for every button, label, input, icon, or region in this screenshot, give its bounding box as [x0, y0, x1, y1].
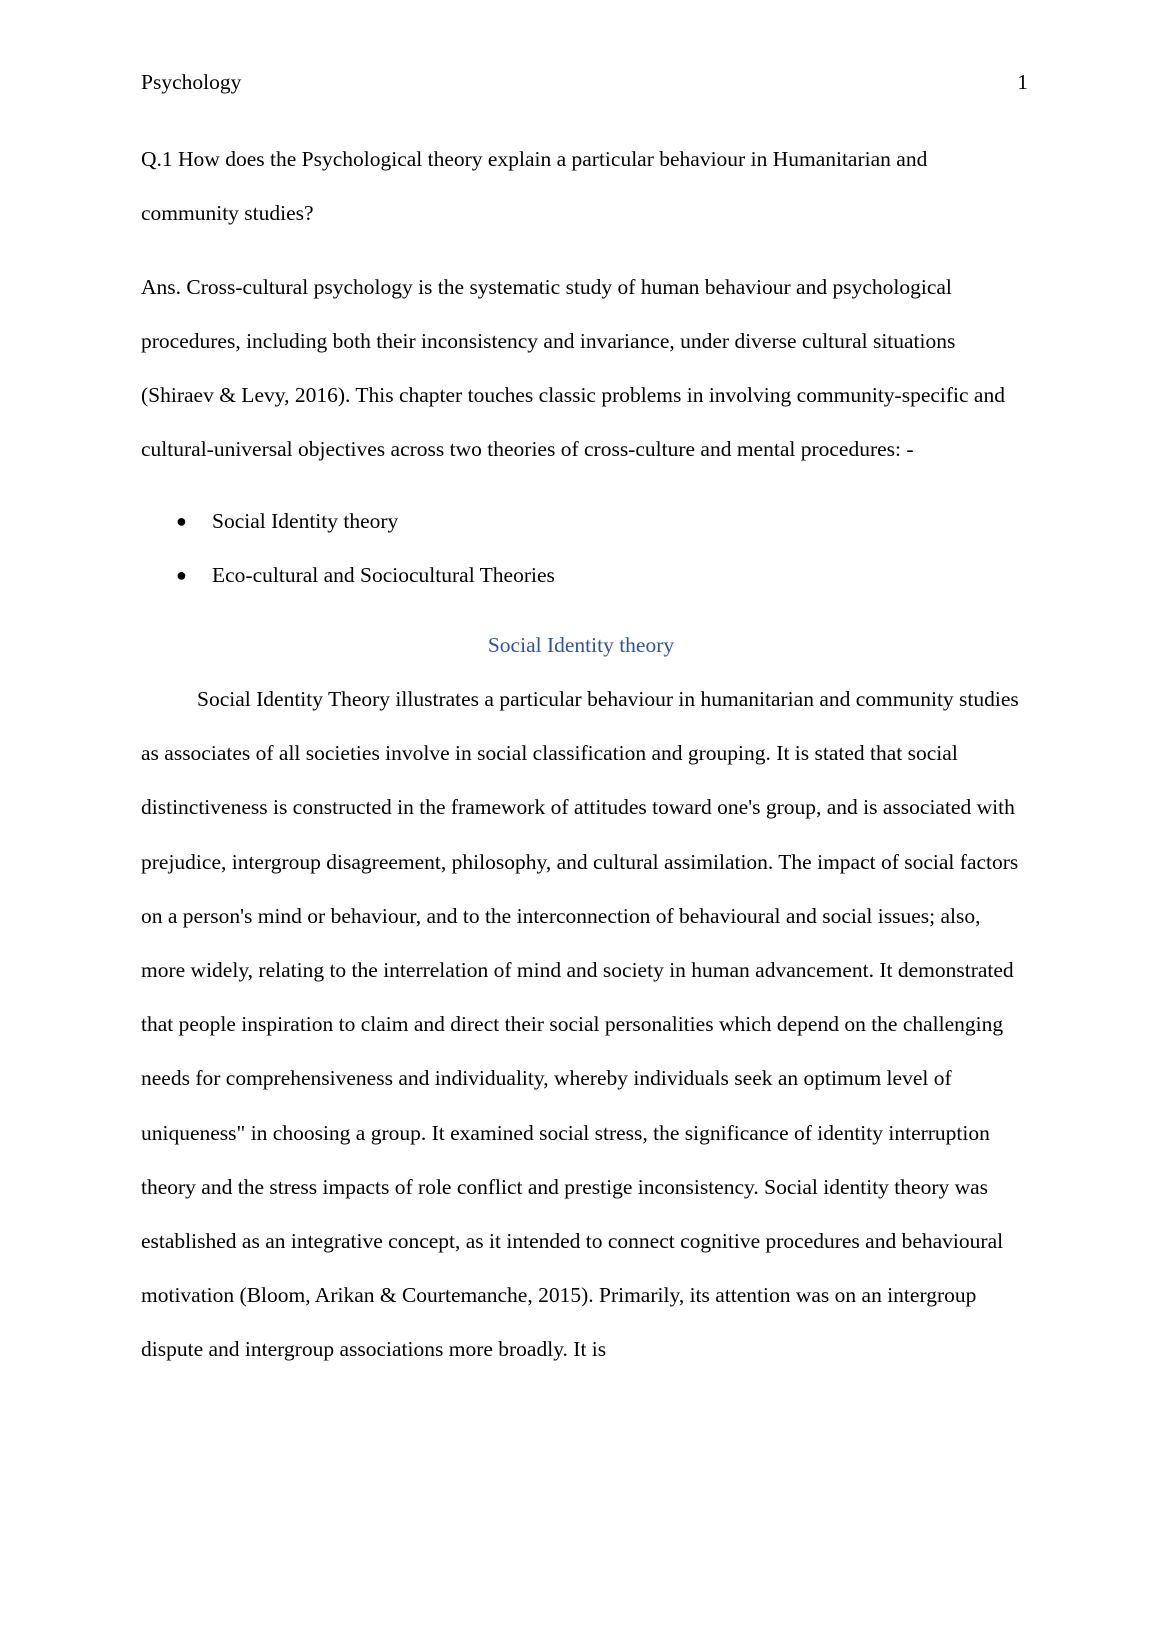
list-item-label: Social Identity theory	[212, 509, 399, 533]
answer-text: Ans. Cross-cultural psychology is the systematic study of human behaviour and psychological procedures, including both their inconsistency and invariance, under diverse cultural situations (Shiraev & Levy, 2016). This chapter touches classic problems in involving community-specific and cultural-universal objectives across two theories of cross-culture and mental procedures: -	[141, 275, 1005, 461]
section-paragraph: Social Identity Theory illustrates a particular behaviour in humanitarian and community studies as associates of all societies involve in social classification and grouping. It is stated that social distinctiveness is constructed in the framework of attitudes toward one's group, and is associated with prejudice, intergroup disagreement, philosophy, and cultural assimilation. The impact of social factors on a person's mind or behaviour, and to the interconnection of behavioural and social issues; also, more widely, relating to the interrelation of mind and society in human advancement. It demonstrated that people inspiration to claim and direct their social personalities which depend on the challenging needs for comprehensiveness and individuality, whereby individuals seek an optimum level of uniqueness" in choosing a group. It examined social stress, the significance of identity interruption theory and the stress impacts of role conflict and prestige inconsistency. Social identity theory was established as an integrative concept, as it intended to connect cognitive procedures and behavioural motivation (Bloom, Arikan & Courtemanche, 2015). Primarily, its attention was on an intergroup dispute and intergroup associations more broadly. It is	[141, 687, 1019, 1362]
list-item-label: Eco-cultural and Sociocultural Theories	[212, 563, 555, 587]
section-heading: Social Identity theory	[487, 633, 675, 657]
bullet-icon: ●	[176, 565, 187, 585]
running-head: Psychology	[141, 70, 242, 94]
body-text	[141, 132, 1021, 1377]
list-item	[141, 548, 1021, 602]
list-item	[141, 494, 1021, 548]
bullet-icon: ●	[176, 511, 187, 531]
page-number: 1	[1017, 70, 1028, 94]
theory-list	[141, 494, 1021, 602]
question-text: Q.1 How does the Psychological theory explain a particular behaviour in Humanitarian and community studies?	[141, 147, 928, 225]
